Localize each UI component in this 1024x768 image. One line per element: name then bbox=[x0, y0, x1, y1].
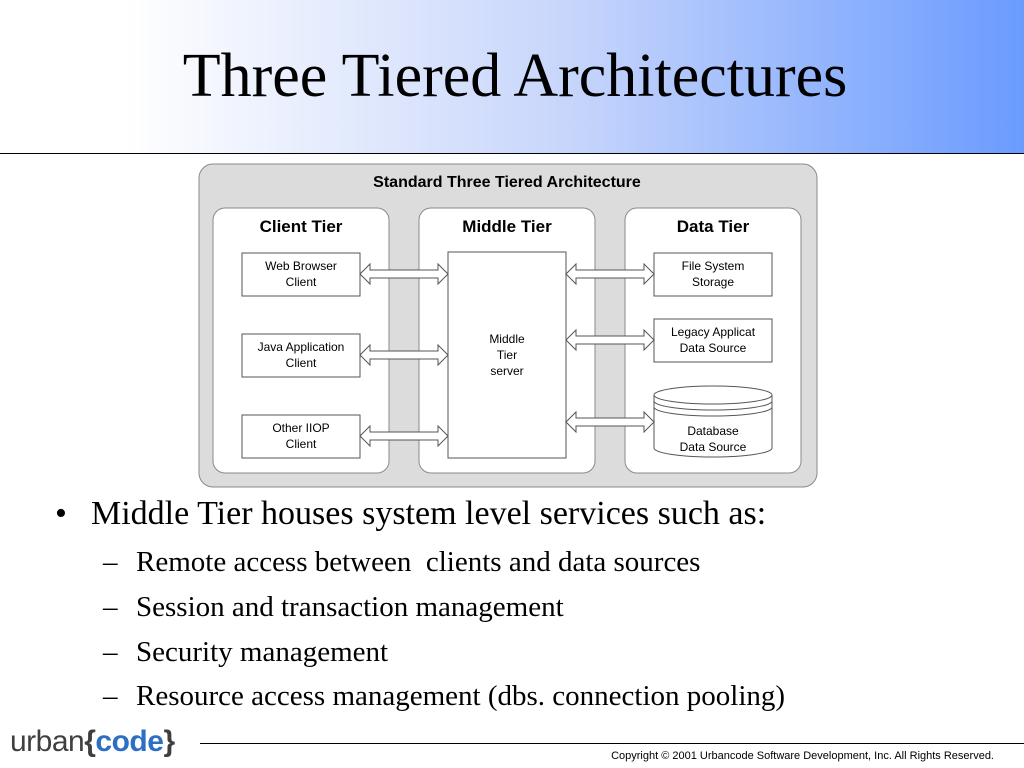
client-tier-label: Client Tier bbox=[259, 217, 343, 236]
middle-tier-server-line1: Middle bbox=[489, 332, 525, 346]
legacy-data-source-line2: Data Source bbox=[679, 341, 747, 355]
file-system-storage-line2: Storage bbox=[691, 275, 735, 289]
other-iiop-client-line1: Other IIOP bbox=[272, 421, 330, 435]
middle-tier-label: Middle Tier bbox=[462, 217, 552, 236]
legacy-data-source-line1: Legacy Applicat bbox=[670, 325, 756, 339]
web-browser-client-line2: Client bbox=[285, 275, 317, 289]
middle-tier-server-line3: server bbox=[490, 364, 524, 378]
sub-bullet-marker: – bbox=[103, 680, 118, 712]
sub-bullet-text: Session and transaction management bbox=[136, 591, 564, 623]
sub-bullet-text: Resource access management (dbs. connection pooling) bbox=[136, 680, 786, 712]
diagram-title: Standard Three Tiered Architecture bbox=[373, 174, 641, 191]
java-application-client-line1: Java Application bbox=[257, 340, 345, 354]
logo-close-brace: } bbox=[163, 725, 175, 758]
sub-bullet-marker: – bbox=[103, 591, 118, 623]
sub-bullet-text: Security management bbox=[136, 636, 389, 668]
footer-divider bbox=[200, 743, 1024, 744]
sub-bullet-marker: – bbox=[103, 546, 118, 578]
bullet-main-text: Middle Tier houses system level services such as: bbox=[91, 495, 767, 532]
java-application-client-line2: Client bbox=[285, 356, 317, 370]
data-tier-label: Data Tier bbox=[676, 217, 750, 236]
database-data-source-line1: Database bbox=[687, 424, 739, 438]
logo-open-brace: { bbox=[84, 725, 96, 758]
logo-code: code bbox=[95, 725, 164, 758]
sub-bullet-text: Remote access between clients and data sources bbox=[136, 546, 701, 578]
logo-urban: urban bbox=[10, 725, 85, 758]
middle-tier-server-line2: Tier bbox=[496, 348, 518, 362]
urbancode-logo bbox=[10, 720, 175, 764]
sub-bullet-marker: – bbox=[103, 636, 118, 668]
web-browser-client-line1: Web Browser bbox=[265, 259, 337, 273]
other-iiop-client-line2: Client bbox=[285, 437, 317, 451]
database-data-source-line2: Data Source bbox=[679, 440, 747, 454]
copyright-notice: Copyright © 2001 Urbancode Software Development, Inc. All Rights Reserved. bbox=[611, 750, 994, 762]
bullet-marker: • bbox=[55, 495, 67, 532]
file-system-storage-line1: File System bbox=[681, 259, 745, 273]
slide-title: Three Tiered Architectures bbox=[182, 42, 848, 110]
